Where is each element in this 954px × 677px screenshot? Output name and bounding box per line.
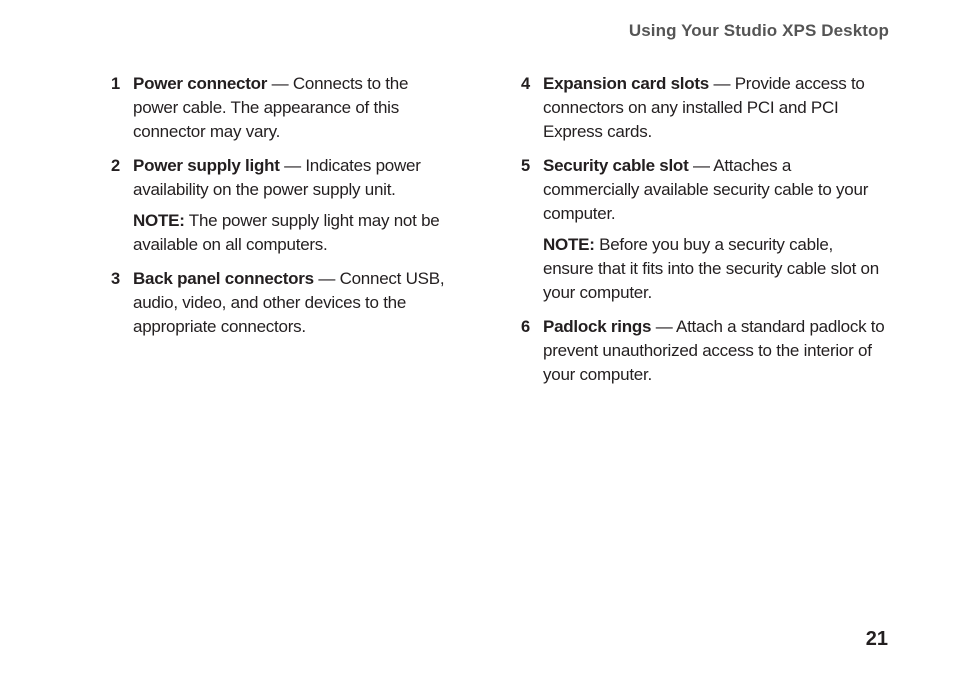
item-desc-text: — Indicates power availability on the power supply unit. xyxy=(133,156,421,199)
item-desc-text: — Connect USB, audio, video, and other devices to the appropriate connectors. xyxy=(133,269,445,336)
item-term: Back panel connectors xyxy=(133,269,314,288)
item-description xyxy=(543,72,886,144)
list-item-power-connector xyxy=(111,72,451,144)
item-term: Power connector xyxy=(133,74,268,93)
item-note xyxy=(133,209,451,257)
item-body xyxy=(133,154,451,257)
item-description xyxy=(543,315,886,387)
item-description xyxy=(133,267,451,339)
list-item-expansion-card-slots xyxy=(521,72,886,144)
item-note xyxy=(543,233,886,305)
item-term: Expansion card slots xyxy=(543,74,709,93)
item-number: 2 xyxy=(111,157,121,175)
item-number: 5 xyxy=(521,157,531,175)
item-description xyxy=(543,154,886,226)
left-column xyxy=(111,72,451,349)
item-desc-text: — Attach a standard padlock to prevent unauthorized access to the interior of your computer. xyxy=(543,317,885,384)
right-column xyxy=(521,72,886,397)
item-body xyxy=(543,72,886,144)
item-desc-text: — Connects to the power cable. The appearance of this connector may vary. xyxy=(133,74,409,141)
running-header: Using Your Studio XPS Desktop xyxy=(628,21,889,40)
note-text: The power supply light may not be available on all computers. xyxy=(133,211,440,254)
list-item-back-panel-connectors xyxy=(111,267,451,339)
list-item-security-cable-slot xyxy=(521,154,886,305)
item-body xyxy=(543,315,886,387)
item-number: 3 xyxy=(111,270,121,288)
item-term: Security cable slot xyxy=(543,156,689,175)
item-body xyxy=(133,72,451,144)
page-number: 21 xyxy=(865,628,888,650)
list-item-padlock-rings xyxy=(521,315,886,387)
item-description xyxy=(133,72,451,144)
item-desc-text: — Attaches a commercially available security cable to your computer. xyxy=(543,156,869,223)
item-desc-text: — Provide access to connectors on any installed PCI and PCI Express cards. xyxy=(543,74,865,141)
item-body xyxy=(543,154,886,305)
item-number: 6 xyxy=(521,318,531,336)
item-term: Padlock rings xyxy=(543,317,652,336)
item-number: 1 xyxy=(111,75,121,93)
note-label: NOTE: xyxy=(543,235,595,254)
item-term: Power supply light xyxy=(133,156,280,175)
note-text: Before you buy a security cable, ensure that it fits into the security cable slot on your computer. xyxy=(543,235,879,302)
item-body xyxy=(133,267,451,339)
item-description xyxy=(133,154,451,202)
list-item-power-supply-light xyxy=(111,154,451,257)
note-label: NOTE: xyxy=(133,211,185,230)
item-number: 4 xyxy=(521,75,531,93)
